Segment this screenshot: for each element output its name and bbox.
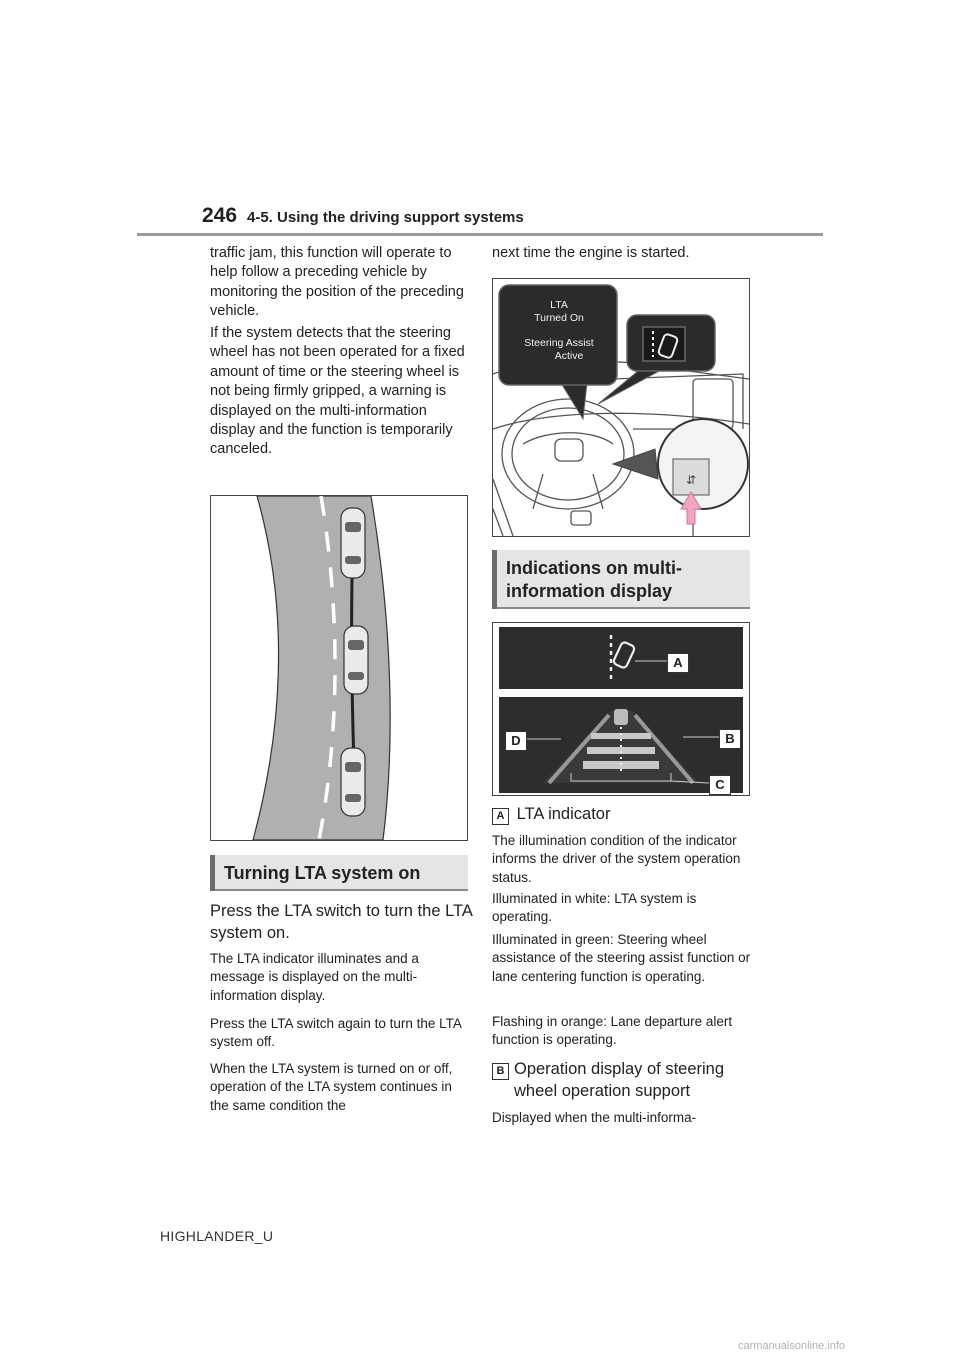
- item-b-letter: B: [492, 1063, 509, 1080]
- paragraph-warning: If the system detects that the steering wheel has not been operated for a fixed amount of time or the steering wheel is not being firmly gripped, a warning is displayed on the multi-information display and the function is temporarily canceled.: [210, 325, 465, 458]
- item-a-desc-4: Flashing in orange: Lane departure alert function is operating.: [492, 1014, 733, 1048]
- mid-display-illustration: [492, 622, 750, 796]
- item-a-desc-1: The illumination condition of the indicator informs the driver of the system operation status.: [492, 833, 741, 885]
- heading-turning-lta-on: [210, 855, 468, 891]
- road-illustration: [210, 495, 468, 841]
- step-press-lta-switch: Press the LTA switch to turn the LTA system on.: [210, 902, 472, 942]
- paragraph-indicator-illuminates: The LTA indicator illuminates and a message is displayed on the multi-information display.: [210, 951, 419, 1003]
- item-a-desc-2: Illuminated in white: LTA system is operating.: [492, 891, 697, 925]
- popup-line-lta: LTA: [550, 299, 568, 311]
- callout-a: A: [667, 653, 689, 673]
- item-b-letter-wrap: [492, 1061, 509, 1080]
- popup-line-active: Active: [554, 350, 584, 362]
- lta-switch-callout: [613, 419, 748, 524]
- item-a-title: LTA indicator: [516, 805, 611, 823]
- item-b-desc-1: Displayed when the multi-informa-: [492, 1110, 697, 1125]
- dashboard-illustration: [492, 278, 750, 537]
- callout-c: C: [709, 775, 731, 795]
- paragraph-traffic-jam: traffic jam, this function will operate to help follow a preceding vehicle by monitoring the position of the preceding vehicle.: [210, 245, 464, 320]
- section-title: 4-5. Using the driving support systems: [247, 209, 524, 226]
- item-b-title: Operation display of steering wheel operation support: [514, 1060, 725, 1100]
- item-a-desc-3: Illuminated in green: Steering wheel assistance of the steering assist function or lane centering function is operating.: [492, 932, 751, 984]
- road-figure-svg: [211, 496, 467, 840]
- page-number: 246: [202, 204, 238, 227]
- paragraph-next-time: next time the engine is started.: [492, 245, 690, 261]
- car-top-icon: [341, 508, 365, 578]
- item-a-letter: A: [492, 808, 509, 825]
- mid-display-svg: [493, 623, 749, 795]
- item-a-title-row: [492, 803, 754, 825]
- car-middle-icon: [344, 626, 368, 694]
- footer-model: HIGHLANDER_U: [160, 1228, 274, 1244]
- header-rule: [137, 233, 823, 236]
- heading-indications-text: Indications on multi-information display: [506, 558, 682, 601]
- popup-line-turned-on: Turned On: [534, 312, 584, 324]
- callout-d: D: [505, 731, 527, 751]
- callout-b: B: [719, 729, 741, 749]
- popup-line-steering-assist: Steering Assist: [524, 337, 594, 349]
- watermark: carmanualsonline.info: [738, 1340, 846, 1352]
- paragraph-continues-same: When the LTA system is turned on or off, operation of the LTA system continues in the same condition the: [210, 1061, 453, 1113]
- paragraph-press-again: Press the LTA switch again to turn the LTA system off.: [210, 1016, 462, 1050]
- heading-indications: [492, 550, 750, 609]
- heading-turning-lta-on-text: Turning LTA system on: [224, 863, 421, 883]
- svg-text:⇵: ⇵: [685, 473, 697, 487]
- popup-text: [501, 299, 617, 363]
- car-bottom-icon: [341, 748, 365, 816]
